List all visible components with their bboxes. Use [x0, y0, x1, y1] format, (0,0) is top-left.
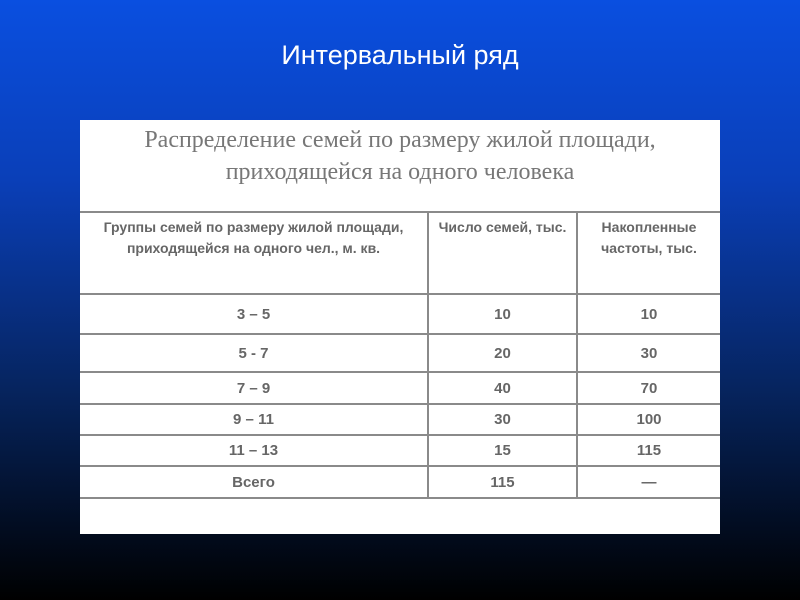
table-caption: [80, 120, 720, 211]
header-family-count: Число семей, тыс.: [428, 212, 577, 294]
table-row-total: [80, 466, 720, 498]
slide-title: Интервальный ряд: [281, 40, 519, 70]
cell-group: 5 - 7: [80, 334, 428, 372]
table-caption-line-1: Распределение семей по размеру жилой площади,: [144, 127, 656, 153]
table-header-row: [80, 212, 720, 294]
cell-count: 30: [428, 404, 577, 435]
table-row: [80, 372, 720, 404]
cell-cumulative: 10: [577, 294, 720, 334]
distribution-table: [80, 211, 720, 499]
cell-group: 9 – 11: [80, 404, 428, 435]
header-family-groups: Группы семей по размеру жилой площади, приходящейся на одного чел., м. кв.: [80, 212, 428, 294]
table-row: [80, 294, 720, 334]
cell-group: 11 – 13: [80, 435, 428, 466]
header-cumulative-frequency: Накопленные частоты, тыс.: [577, 212, 720, 294]
cell-cumulative: 30: [577, 334, 720, 372]
cell-count: 40: [428, 372, 577, 404]
cell-count: 20: [428, 334, 577, 372]
table-panel: [80, 120, 720, 534]
cell-group-total: Всего: [80, 466, 428, 498]
table-caption-line-2: приходящейся на одного человека: [225, 159, 575, 185]
cell-cumulative-total: —: [577, 466, 720, 498]
table-row: [80, 404, 720, 435]
table-row: [80, 334, 720, 372]
cell-count: 10: [428, 294, 577, 334]
cell-group: 3 – 5: [80, 294, 428, 334]
table-row: [80, 435, 720, 466]
cell-cumulative: 70: [577, 372, 720, 404]
cell-group: 7 – 9: [80, 372, 428, 404]
cell-cumulative: 100: [577, 404, 720, 435]
cell-count-total: 115: [428, 466, 577, 498]
cell-count: 15: [428, 435, 577, 466]
cell-cumulative: 115: [577, 435, 720, 466]
